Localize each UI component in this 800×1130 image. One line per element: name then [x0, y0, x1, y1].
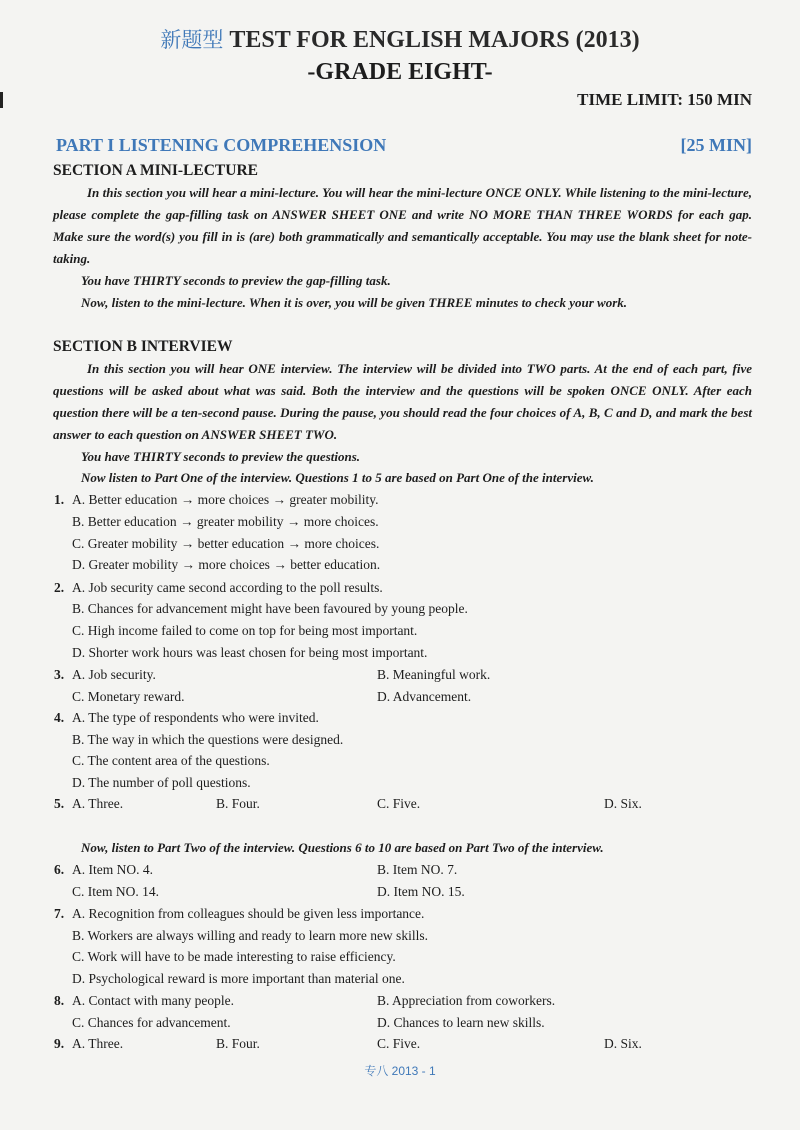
option-b: B. Four. — [216, 1036, 260, 1051]
option-a: A. Recognition from colleagues should be given less importance. — [72, 906, 425, 921]
option-a: A. Job security came second according to the poll results. — [72, 580, 383, 595]
question-number: 4. — [54, 710, 65, 725]
option-c: C. High income failed to come on top for being most important. — [72, 623, 418, 638]
title-brand: 新题型 — [160, 28, 224, 52]
section-b-instructions: In this section you will hear ONE interview. The interview will be divided into TWO parts. At the end of each part, five questions will be asked about what was said. Both the interview and the questions will be spoken ONCE ONLY. After each question there will be a ten-second pause. During the pause, you should read the four choices of A, B, C and D, and mark the best answer to each question on ANSWER SHEET TWO. — [53, 361, 752, 442]
option-b: B. Item NO. 7. — [377, 862, 458, 877]
part-heading — [56, 135, 752, 157]
option-a: A. Job security. — [72, 667, 156, 682]
option-c: C. Item NO. 14. — [72, 884, 159, 899]
option-a: A. Three. — [72, 1036, 124, 1051]
section-a-check: Now, listen to the mini-lecture. When it is over, you will be given THREE minutes to check your work. — [81, 295, 628, 310]
question-number: 7. — [54, 906, 65, 921]
option-d: D. Six. — [604, 796, 642, 811]
option-d: D. Advancement. — [377, 689, 472, 704]
option-d: D. Item NO. 15. — [377, 884, 465, 899]
option-c: C. Chances for advancement. — [72, 1015, 231, 1030]
page-footer: 专八 2013 - 1 — [364, 1064, 436, 1078]
option-b: B. Chances for advancement might have been favoured by young people. — [72, 601, 468, 616]
title-text: TEST FOR ENGLISH MAJORS (2013) — [229, 27, 640, 53]
question-number: 1. — [54, 492, 65, 507]
option-d: D. Psychological reward is more important than material one. — [72, 971, 405, 986]
part-title: PART I LISTENING COMPREHENSION — [56, 135, 387, 155]
question-number: 5. — [54, 796, 65, 811]
question-number: 6. — [54, 862, 65, 877]
time-limit: TIME LIMIT: 150 MIN — [577, 90, 752, 109]
section-a-heading: SECTION A MINI-LECTURE — [53, 162, 258, 179]
question-number: 9. — [54, 1036, 65, 1051]
option-b: B. Workers are always willing and ready to learn more new skills. — [72, 928, 428, 943]
option-b: B. The way in which the questions were designed. — [72, 732, 344, 747]
question-number: 8. — [54, 993, 65, 1008]
option-c: C. Five. — [377, 796, 421, 811]
section-a-preview: You have THIRTY seconds to preview the gap-filling task. — [81, 273, 391, 288]
option-c: C. Work will have to be made interesting to raise efficiency. — [72, 949, 396, 964]
option-c: C. Monetary reward. — [72, 689, 185, 704]
option-a: A. Contact with many people. — [72, 993, 234, 1008]
option-a: A. Better education → more choices → greater mobility. — [72, 492, 379, 507]
scan-edge-mark — [0, 92, 3, 108]
option-d: D. Chances to learn new skills. — [377, 1015, 545, 1030]
option-d: D. The number of poll questions. — [72, 775, 251, 790]
section-b-part-two: Now, listen to Part Two of the interview. Questions 6 to 10 are based on Part Two of the interview. — [81, 840, 604, 855]
option-b: B. Better education → greater mobility → more choices. — [72, 514, 379, 529]
section-a-instructions: In this section you will hear a mini-lecture. You will hear the mini-lecture ONCE ONLY. While listening to the mini-lecture, please complete the gap-filling task on ANSWER SHEET ONE and write NO MORE THAN THREE WORDS for each gap. Make sure the word(s) you fill in is (are) both grammatically and semantically acceptable. You may use the blank sheet for note-taking. — [53, 185, 752, 266]
section-b-preview: You have THIRTY seconds to preview the questions. — [81, 449, 361, 464]
option-a: A. Item NO. 4. — [72, 862, 153, 877]
option-b: B. Meaningful work. — [377, 667, 491, 682]
option-a: A. Three. — [72, 796, 124, 811]
question-number: 2. — [54, 580, 65, 595]
page-subtitle: -GRADE EIGHT- — [307, 59, 493, 85]
option-c: C. The content area of the questions. — [72, 753, 270, 768]
option-c: C. Five. — [377, 1036, 421, 1051]
option-b: B. Appreciation from coworkers. — [377, 993, 556, 1008]
option-b: B. Four. — [216, 796, 260, 811]
part-time: [25 MIN] — [680, 135, 752, 155]
option-c: C. Greater mobility → better education → more choices. — [72, 536, 380, 551]
option-d: D. Greater mobility → more choices → better education. — [72, 557, 381, 572]
option-a: A. The type of respondents who were invited. — [72, 710, 319, 725]
section-b-heading: SECTION B INTERVIEW — [53, 338, 233, 355]
section-b-part-one: Now listen to Part One of the interview. Questions 1 to 5 are based on Part One of the interview. — [81, 470, 594, 485]
page-title — [0, 26, 800, 54]
option-d: D. Shorter work hours was least chosen for being most important. — [72, 645, 428, 660]
option-d: D. Six. — [604, 1036, 642, 1051]
question-number: 3. — [54, 667, 65, 682]
